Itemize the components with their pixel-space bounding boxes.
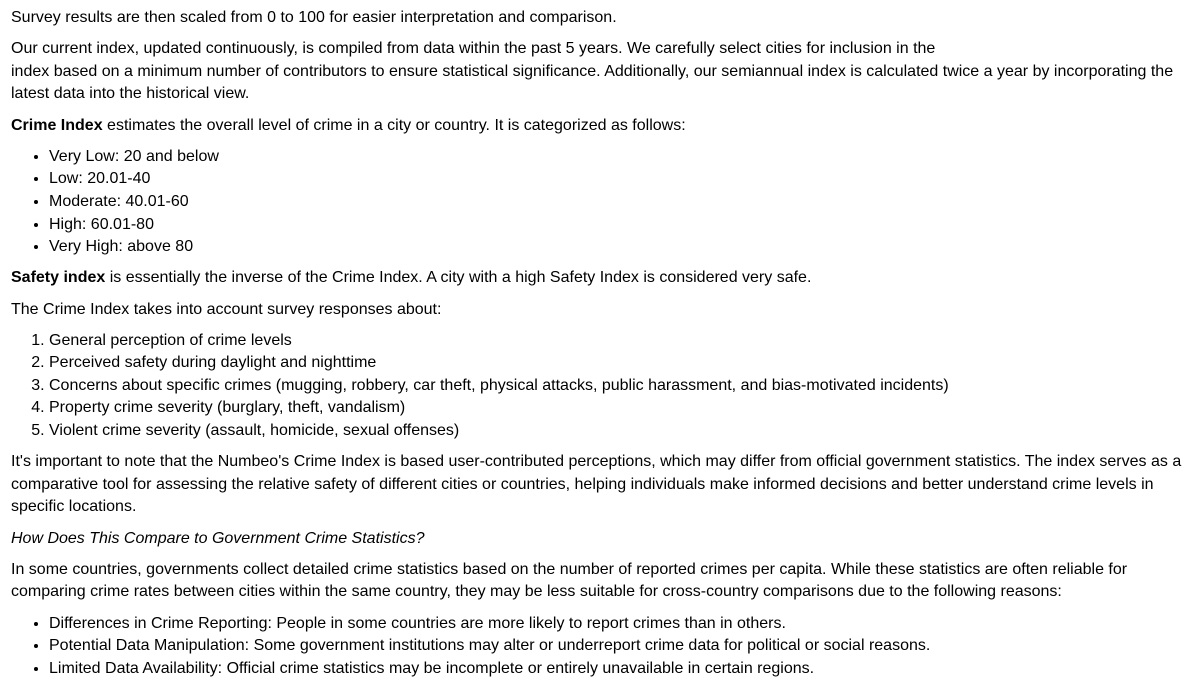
list-item: 2. Perceived safety during daylight and nighttime: [49, 352, 1191, 375]
survey-intro-paragraph: The Crime Index takes into account survey responses about:: [11, 300, 442, 318]
reasons-list: [11, 613, 1191, 681]
comparison-paragraph: In some countries, governments collect detailed crime statistics based on the number of reported crimes per capita. While these statistics are often reliable for comparing crime rates between cities within the same country, they may be less suitable for cross-country comparisons due to the following reasons:: [11, 560, 1128, 601]
index-methodology-line-1: Our current index, updated continuously, is compiled from data within the past 5 years. We carefully select cities for inclusion in the: [11, 40, 936, 58]
list-item: 3. Concerns about specific crimes (mugging, robbery, car theft, physical attacks, public harassment, and bias-motivated incidents): [49, 375, 1191, 398]
crime-index-definition-text: estimates the overall level of crime in a city or country. It is categorized as follows:: [102, 116, 686, 134]
safety-index-term: Safety index: [11, 269, 106, 287]
list-item: 4. Property crime severity (burglary, theft, vandalism): [49, 397, 1191, 420]
list-item: 5. Violent crime severity (assault, homicide, sexual offenses): [49, 420, 1191, 443]
crime-index-term: Crime Index: [11, 116, 103, 134]
safety-index-definition: [11, 267, 1191, 290]
list-item: • Limited Data Availability: Official crime statistics may be incomplete or entirely unavailable in certain regions.: [49, 658, 1191, 681]
intro-paragraph: Survey results are then scaled from 0 to 100 for easier interpretation and comparison.: [11, 9, 617, 26]
list-item: • Very Low: 20 and below: [49, 146, 1191, 169]
note-paragraph: It's important to note that the Numbeo's Crime Index is based user-contributed perceptions, which may differ from official government statistics. The index serves as a comparative tool for assessing the relative safety of different cities or countries, helping individuals make informed decisions and better understand crime levels in specific locations.: [11, 453, 1182, 516]
list-item: • Low: 20.01-40: [49, 168, 1191, 191]
list-item: • Very High: above 80: [49, 236, 1191, 259]
index-methodology-paragraph: [11, 38, 1191, 106]
safety-index-definition-text: is essentially the inverse of the Crime Index. A city with a high Safety Index is considered very safe.: [105, 269, 812, 287]
survey-topics-list: [11, 330, 1191, 443]
list-item: 1. General perception of crime levels: [49, 330, 1191, 353]
crime-index-categories-list: [11, 146, 1191, 259]
list-item: • Differences in Crime Reporting: People in some countries are more likely to report crimes than in others.: [49, 613, 1191, 636]
comparison-heading: How Does This Compare to Government Crime Statistics?: [11, 529, 425, 547]
list-item: • Moderate: 40.01-60: [49, 191, 1191, 214]
index-methodology-line-2: index based on a minimum number of contributors to ensure statistical significance. Additionally, our semiannual index is calculated twice a year by incorporating the latest data into the historical view.: [11, 62, 1174, 103]
list-item: • Potential Data Manipulation: Some government institutions may alter or underreport crime data for political or social reasons.: [49, 635, 1191, 658]
crime-index-definition: [11, 115, 1191, 138]
list-item: • High: 60.01-80: [49, 214, 1191, 237]
